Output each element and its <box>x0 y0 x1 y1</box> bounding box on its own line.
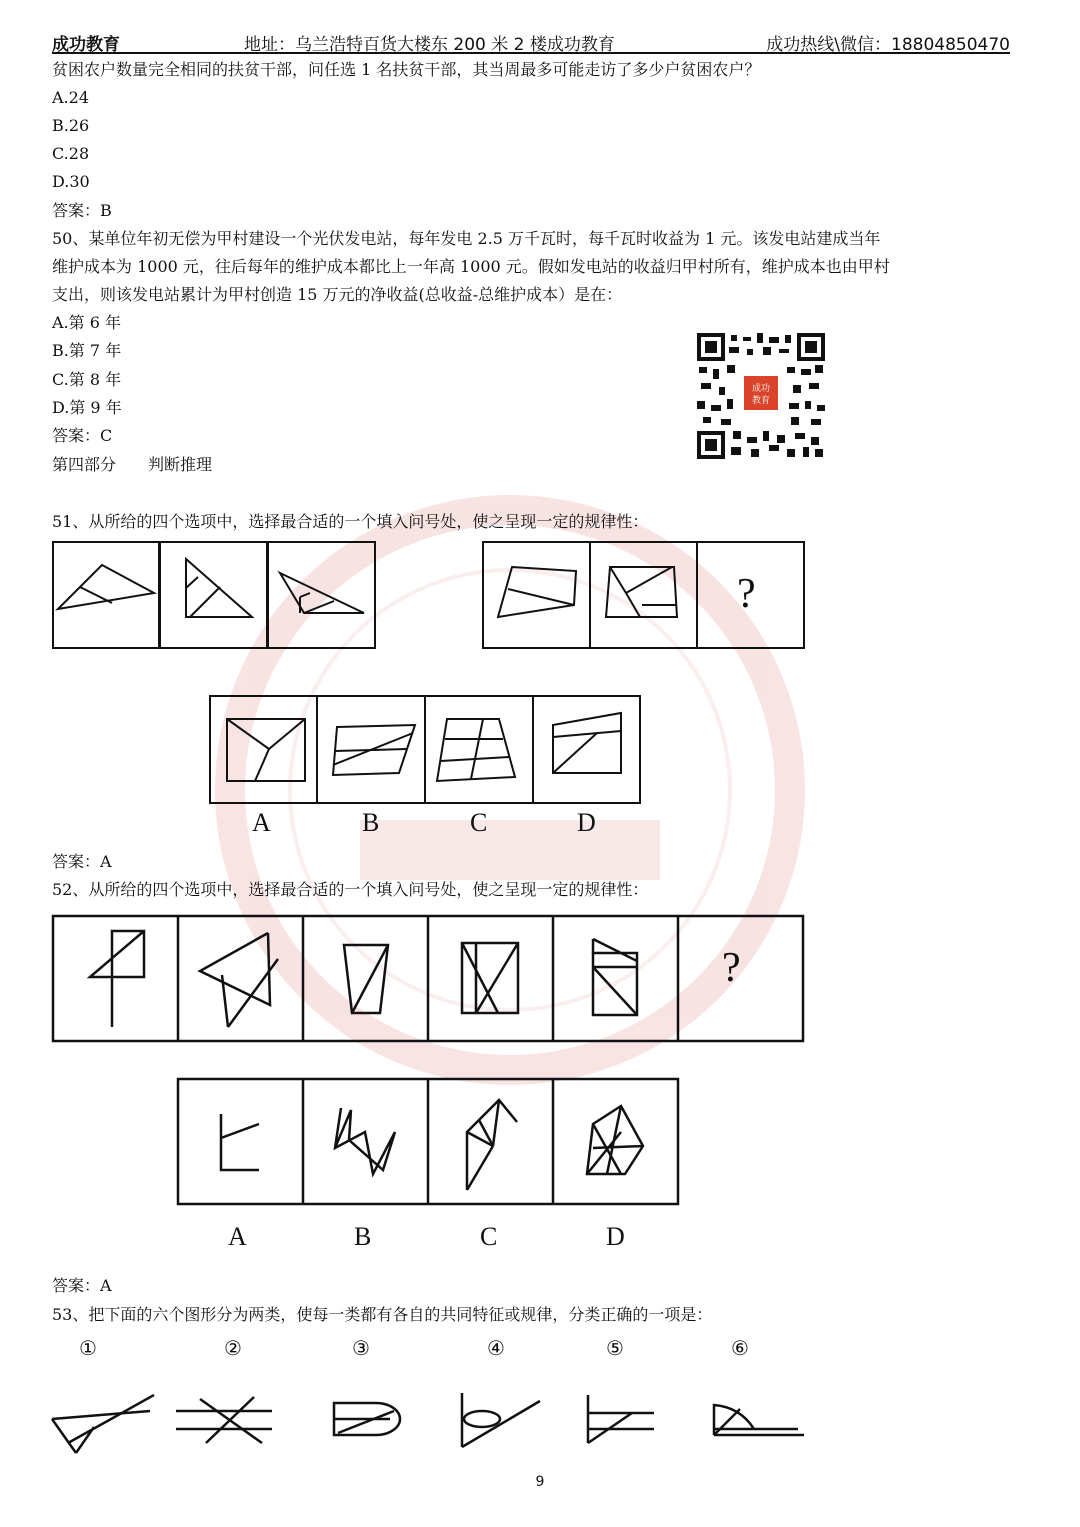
header-address: 地址：乌兰浩特百货大楼东 200 米 2 楼成功教育 <box>244 35 615 55</box>
q49-option-c: C.28 <box>52 144 90 163</box>
page-header <box>52 30 1010 54</box>
q53-label-6: ⑥ <box>731 1336 749 1360</box>
page-number: 9 <box>535 1474 545 1490</box>
q51-option-label-c: C <box>470 808 488 837</box>
qr-logo-line-1: 成功 <box>751 384 771 394</box>
q52-question-mark: ? <box>722 945 741 991</box>
q51-answer: 答案：A <box>52 852 112 871</box>
q52-option-label-a: A <box>228 1222 247 1251</box>
q52-option-label-c: C <box>480 1222 498 1251</box>
q49-answer: 答案：B <box>52 201 112 220</box>
q52-sequence <box>52 915 804 1042</box>
q51-option-label-d: D <box>577 808 596 837</box>
q51-option-label-b: B <box>362 808 380 837</box>
q53-label-4: ④ <box>487 1336 505 1360</box>
q51-question-mark: ? <box>737 571 756 617</box>
q51-option-label-a: A <box>252 808 271 837</box>
q53-label-3: ③ <box>352 1336 370 1360</box>
qr-logo-line-2: 教育 <box>751 396 771 406</box>
q52-answer: 答案：A <box>52 1276 112 1295</box>
q49-option-d: D.30 <box>52 172 90 191</box>
q50-stem-line-2: 维护成本为 1000 元，往后每年的维护成本都比上一年高 1000 元。假如发电站的收益归甲村所有，维护成本也由甲村 <box>52 257 890 276</box>
q50-option-c: C.第 8 年 <box>52 370 122 389</box>
q50-option-a: A.第 6 年 <box>52 313 121 332</box>
q50-option-d: D.第 9 年 <box>52 398 122 417</box>
q49-stem: 贫困农户数量完全相同的扶贫干部，问任选 1 名扶贫干部，其当周最多可能走访了多少户贫困农户？ <box>52 60 761 79</box>
q53-stem: 53、把下面的六个图形分为两类，使每一类都有各自的共同特征或规律，分类正确的一项是： <box>52 1305 713 1324</box>
header-brand: 成功教育 <box>52 35 120 55</box>
q53-label-5: ⑤ <box>606 1336 624 1360</box>
section-title: 第四部分 判断推理 <box>52 455 213 474</box>
q52-option-label-d: D <box>606 1222 625 1251</box>
q49-option-b: B.26 <box>52 116 90 135</box>
q53-label-2: ② <box>224 1336 242 1360</box>
qr-code <box>697 333 825 459</box>
q51-sequence-group-1 <box>52 541 376 649</box>
q51-options <box>209 695 641 804</box>
q50-answer: 答案：C <box>52 426 113 445</box>
header-hotline: 成功热线\微信：18804850470 <box>766 35 1010 55</box>
q49-option-a: A.24 <box>52 88 89 107</box>
q51-stem: 51、从所给的四个选项中，选择最合适的一个填入问号处，使之呈现一定的规律性： <box>52 512 649 531</box>
q50-option-b: B.第 7 年 <box>52 341 122 360</box>
q50-stem-line-1: 50、某单位年初无偿为甲村建设一个光伏发电站，每年发电 2.5 万千瓦时，每千瓦时收益为 1 元。该发电站建成当年 <box>52 229 881 248</box>
q52-stem: 52、从所给的四个选项中，选择最合适的一个填入问号处，使之呈现一定的规律性： <box>52 880 649 899</box>
q50-stem-line-3: 支出，则该发电站累计为甲村创造 15 万元的净收益(总收益-总维护成本）是在： <box>52 285 623 304</box>
q52-options <box>177 1078 679 1205</box>
q51-sequence-group-2 <box>482 541 805 649</box>
q53-figures <box>50 1385 810 1465</box>
q53-label-1: ① <box>79 1336 97 1360</box>
q52-option-label-b: B <box>354 1222 372 1251</box>
